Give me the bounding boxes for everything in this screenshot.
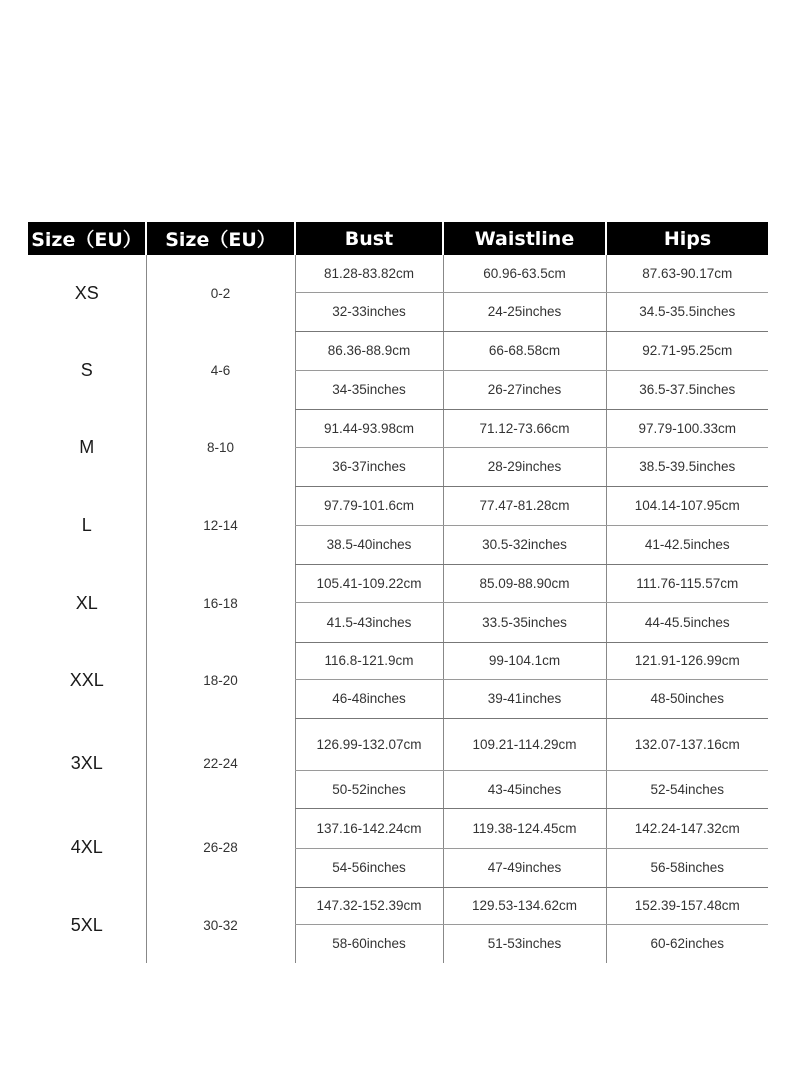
bust-inches-5xl: 58-60inches (295, 924, 443, 963)
waist-cm-3xl: 109.21-114.29cm (443, 718, 606, 770)
eu-range-m: 8-10 (146, 409, 295, 486)
bust-cm-3xl: 126.99-132.07cm (295, 718, 443, 770)
bust-cm-4xl: 137.16-142.24cm (295, 808, 443, 848)
table-body (28, 255, 768, 963)
header-row (28, 222, 768, 255)
hips-inches-m: 38.5-39.5inches (606, 447, 768, 486)
table-row (28, 564, 768, 602)
bust-inches-m: 36-37inches (295, 447, 443, 486)
table-row (28, 486, 768, 525)
waist-inches-3xl: 43-45inches (443, 770, 606, 808)
bust-inches-4xl: 54-56inches (295, 848, 443, 887)
table-row (28, 409, 768, 447)
eu-range-l: 12-14 (146, 486, 295, 564)
eu-range-xl: 16-18 (146, 564, 295, 642)
size-chart-table (28, 222, 768, 963)
size-label-m: M (79, 437, 95, 457)
bust-inches-xl: 41.5-43inches (295, 602, 443, 642)
size-label-5xl: 5XL (70, 914, 103, 935)
hips-inches-xxl: 48-50inches (606, 679, 768, 718)
hips-inches-4xl: 56-58inches (606, 848, 768, 887)
header-hips: Hips (606, 222, 768, 255)
waist-inches-xl: 33.5-35inches (443, 602, 606, 642)
bust-inches-3xl: 50-52inches (295, 770, 443, 808)
table-row (28, 642, 768, 679)
bust-cm-5xl: 147.32-152.39cm (295, 887, 443, 924)
hips-cm-3xl: 132.07-137.16cm (606, 718, 768, 770)
table-row (28, 718, 768, 770)
size-label-xl: XL (75, 592, 98, 613)
size-label-l: L (81, 514, 92, 535)
bust-inches-xxl: 46-48inches (295, 679, 443, 718)
size-label-s: S (80, 359, 93, 380)
header-waistline: Waistline (443, 222, 606, 255)
hips-cm-xs: 87.63-90.17cm (606, 255, 768, 292)
hips-cm-m: 97.79-100.33cm (606, 409, 768, 447)
size-label-xs: XS (74, 282, 99, 303)
waist-cm-4xl: 119.38-124.45cm (443, 808, 606, 848)
waist-cm-xs: 60.96-63.5cm (443, 255, 606, 292)
table-row (28, 808, 768, 848)
header-bust: Bust (295, 222, 443, 255)
waist-cm-5xl: 129.53-134.62cm (443, 887, 606, 924)
waist-inches-l: 30.5-32inches (443, 525, 606, 564)
table-row (28, 331, 768, 370)
hips-cm-4xl: 142.24-147.32cm (606, 808, 768, 848)
waist-inches-xxl: 39-41inches (443, 679, 606, 718)
bust-inches-s: 34-35inches (295, 370, 443, 409)
eu-range-xxl: 18-20 (146, 642, 295, 718)
header-size: Size（EU） (28, 222, 146, 255)
bust-inches-l: 38.5-40inches (295, 525, 443, 564)
bust-cm-xs: 81.28-83.82cm (295, 255, 443, 292)
hips-inches-s: 36.5-37.5inches (606, 370, 768, 409)
bust-cm-xxl: 116.8-121.9cm (295, 642, 443, 679)
hips-inches-xl: 44-45.5inches (606, 602, 768, 642)
eu-range-5xl: 30-32 (146, 887, 295, 963)
bust-inches-xs: 32-33inches (295, 292, 443, 331)
eu-range-s: 4-6 (146, 331, 295, 409)
bust-cm-m: 91.44-93.98cm (295, 409, 443, 447)
bust-cm-l: 97.79-101.6cm (295, 486, 443, 525)
waist-cm-s: 66-68.58cm (443, 331, 606, 370)
hips-cm-l: 104.14-107.95cm (606, 486, 768, 525)
waist-cm-m: 71.12-73.66cm (443, 409, 606, 447)
eu-range-xs: 0-2 (146, 255, 295, 331)
waist-inches-xs: 24-25inches (443, 292, 606, 331)
hips-inches-l: 41-42.5inches (606, 525, 768, 564)
table-row (28, 255, 768, 292)
hips-inches-xs: 34.5-35.5inches (606, 292, 768, 331)
size-label-4xl: 4XL (70, 837, 103, 857)
eu-range-4xl: 26-28 (146, 808, 295, 887)
hips-inches-3xl: 52-54inches (606, 770, 768, 808)
hips-cm-xl: 111.76-115.57cm (606, 564, 768, 602)
bust-cm-s: 86.36-88.9cm (295, 331, 443, 370)
hips-cm-5xl: 152.39-157.48cm (606, 887, 768, 924)
waist-inches-s: 26-27inches (443, 370, 606, 409)
hips-cm-s: 92.71-95.25cm (606, 331, 768, 370)
hips-inches-5xl: 60-62inches (606, 924, 768, 963)
waist-inches-5xl: 51-53inches (443, 924, 606, 963)
size-label-xxl: XXL (69, 669, 104, 690)
waist-cm-xl: 85.09-88.90cm (443, 564, 606, 602)
waist-cm-xxl: 99-104.1cm (443, 642, 606, 679)
waist-inches-m: 28-29inches (443, 447, 606, 486)
bust-cm-xl: 105.41-109.22cm (295, 564, 443, 602)
waist-cm-l: 77.47-81.28cm (443, 486, 606, 525)
table-row (28, 887, 768, 924)
waist-inches-4xl: 47-49inches (443, 848, 606, 887)
header-size-eu: Size（EU） (146, 222, 295, 255)
eu-range-3xl: 22-24 (146, 718, 295, 808)
size-label-3xl: 3XL (70, 752, 103, 773)
hips-cm-xxl: 121.91-126.99cm (606, 642, 768, 679)
